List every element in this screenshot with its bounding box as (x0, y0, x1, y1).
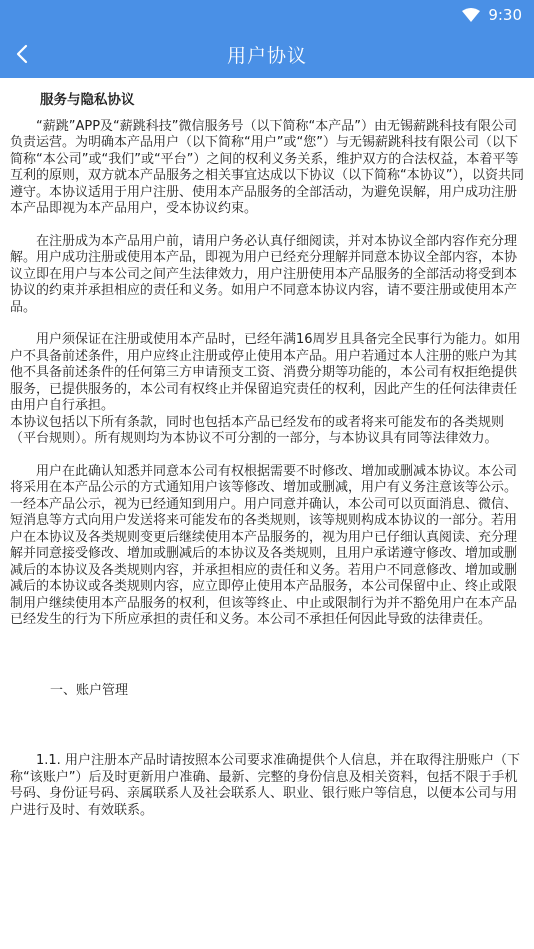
status-bar (0, 0, 534, 30)
paragraph-registration: 在注册成为本产品用户前，请用户务必认真仔细阅读，并对本协议全部内容作充分理解。用户成功注册或使用本产品，即视为用户已经充分理解并同意本协议全部内容，本协议立即在用户与本公司之间产生法律效力，用户注册使用本产品服务的全部活动将受到本协议的约束并承担相应的责任和义务。如用户不同意本协议内容，请不要注册或使用本产品。 (10, 233, 518, 315)
paragraph-rules: 本协议包括以下所有条款，同时也包括本产品已经发布的或者将来可能发布的各类规则（平台规则）。所有规则均为本协议不可分割的一部分，与本协议具有同等法律效力。 (10, 414, 505, 446)
chevron-left-icon (16, 44, 28, 64)
doc-heading: 服务与隐私协议 (40, 92, 135, 108)
back-button[interactable] (16, 30, 48, 78)
app-bar (0, 30, 534, 78)
wifi-icon (462, 8, 480, 22)
status-time: 9:30 (488, 6, 522, 24)
agreement-content[interactable] (0, 78, 534, 949)
section-title-account: 一、账户管理 (50, 682, 129, 698)
paragraph-account-1-1: 1.1. 用户注册本产品时请按照本公司要求准确提供个人信息，并在取得注册账户（下称“该账户”）后及时更新用户准确、最新、完整的身份信息及相关资料，包括不限于手机号码、身份证号码、亲属联系人及社会联系人、职业、银行账户等信息，以便本公司与用户进行及时、有效联系。 (10, 753, 520, 818)
page-title: 用户协议 (226, 44, 307, 67)
paragraph-intro: “薪跳”APP及“薪跳科技”微信服务号（以下简称“本产品”）由无锡薪跳科技有限公司负责运营。为明确本产品用户（以下简称“用户”或“您”）与无锡薪跳科技有限公司（以下简称“本公司”或“我们”或“平台”）之间的权利义务关系，维护双方的合法权益，本着平等互利的原则，双方就本产品服务之相关事宜达成以下协议（以下简称“本协议”），以资共同遵守。本协议适用于用户注册、使用本产品服务的全部活动，为避免误解，用户成功注册本产品即视为本产品用户，受本协议约束。 (10, 118, 524, 216)
paragraph-eligibility: 用户须保证在注册或使用本产品时，已经年满16周岁且具备完全民事行为能力。如用户不具备前述条件，用户应终止注册或停止使用本产品。用户若通过本人注册的账户为其他不具备前述条件的任何第三方申请预支工资、消费分期等功能的，本公司有权拒绝提供服务，已提供服务的，本公司有权终止并保留追究责任的权利，因此产生的任何法律责任由用户自行承担。 (10, 332, 521, 413)
paragraph-modification: 用户在此确认知悉并同意本公司有权根据需要不时修改、增加或删减本协议。本公司将采用在本产品公示的方式通知用户该等修改、增加或删减，用户有义务注意该等公示。一经本产品公示，视为已经通知到用户。用户同意并确认，本公司可以页面消息、微信、短消息等方式向用户发送将来可能发布的各类规则，该等规则构成本协议的一部分。若用户在本协议及各类规则变更后继续使用本产品服务的，视为用户已仔细认真阅读、充分理解并同意接受修改、增加或删减后的本协议及各类规则，且用户承诺遵守修改、增加或删减后的本协议及各类规则内容，并承担相应的责任和义务。若用户不同意修改、增加或删减后的本协议或各类规则内容，应立即停止使用本产品服务，本公司保留中止、终止或限制用户继续使用本产品服务的权利，但该等终止、中止或限制行为并不豁免用户在本产品已经发生的行为下所应承担的责任和义务。本公司不承担任何因此导致的法律责任。 (10, 463, 518, 627)
